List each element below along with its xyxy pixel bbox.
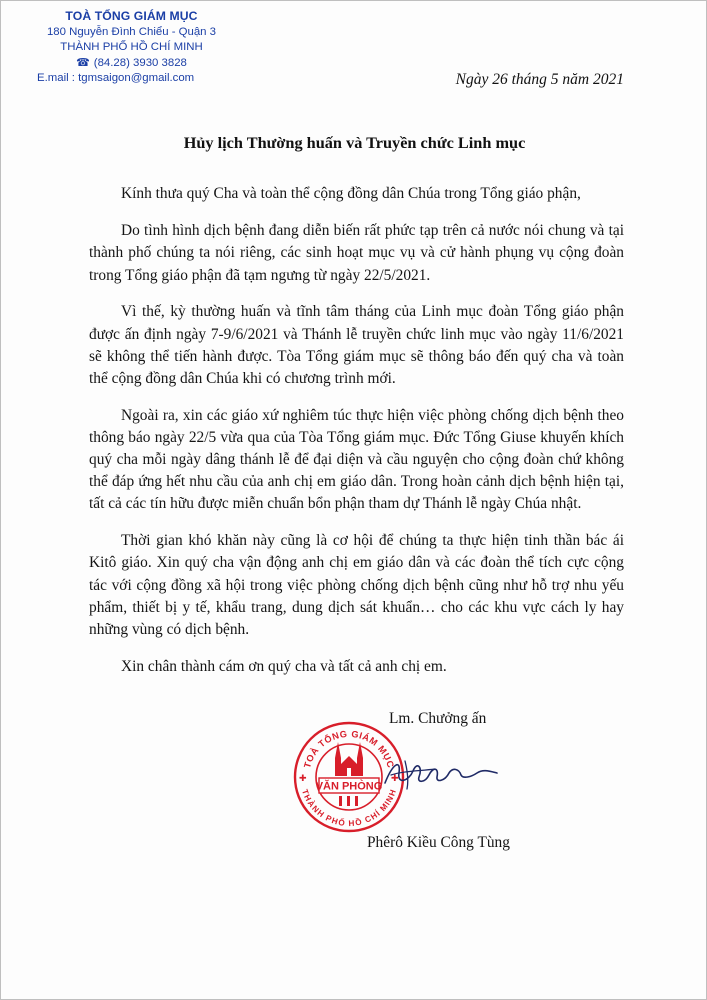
seal-center-text: VĂN PHÒNG [315, 780, 383, 793]
cathedral-icon [335, 742, 363, 776]
letter-title: Hủy lịch Thường huấn và Truyền chức Linh mục [183, 133, 526, 152]
signatory-name: Phêrô Kiều Công Tùng [367, 834, 510, 851]
svg-text:THÀNH PHỐ HỒ CHÍ MINH [300, 788, 397, 828]
seal-top-text: TOÀ TỔNG GIÁM MỤC [302, 728, 396, 770]
org-name: TOÀ TỔNG GIÁM MỤC [65, 9, 198, 23]
letter-date: Ngày 26 tháng 5 năm 2021 [455, 71, 624, 88]
paragraph: Thời gian khó khăn này cũng là cơ hội để chúng ta thực hiện tinh thần bác ái Kitô giáo. Xin quý cha vận động anh chị em giáo dân và các đoàn thể tích cực cộng tác với cộng đồng xã hội trong việc phòng chống dịch bệnh cũng như hỗ trợ nhu yếu phẩm, thiết bị y tế, khẩu trang, dung dịch sát khuẩn… cho các khu vực cách ly hay những vùng có dịch bệnh. [89, 532, 624, 638]
closing-paragraph: Xin chân thành cám ơn quý cha và tất cả anh chị em. [121, 657, 447, 675]
paragraph: Do tình hình dịch bệnh đang diễn biến rất phức tạp trên cả nước nói chung và tại thành phố chúng ta nói riêng, các sinh hoạt mục vụ và cử hành phụng vụ cộng đoàn trong Tổng giáo phận đã tạm ngưng từ ngày 22/5/2021. [89, 222, 624, 284]
paragraph: Ngoài ra, xin các giáo xứ nghiêm túc thực hiện việc phòng chống dịch bệnh theo thông báo ngày 22/5 vừa qua của Tòa Tổng giám mục. Đức Tổng Giuse khuyến khích quý cha mỗi ngày dâng thánh lễ để đại diện và cầu nguyện cho cộng đoàn chứ không thể đáp ứng hết nhu cầu của anh chị em giáo dân. Trong hoàn cảnh dịch bệnh hiện tại, tất cả các tín hữu được miễn chuẩn bổn phận tham dự Thánh lễ ngày Chúa nhật. [89, 406, 624, 513]
svg-text:✚: ✚ [391, 774, 399, 784]
handwritten-signature [379, 753, 501, 793]
paragraph: Vì thế, kỳ thường huấn và tĩnh tâm tháng của Linh mục đoàn Tổng giáo phận được ấn định ngày 7-9/6/2021 và Thánh lễ truyền chức linh mục vào ngày 11/6/2021 sẽ không thể tiến hành được. Tòa Tổng giám mục sẽ thông báo đến quý cha và toàn thể cộng đồng dân Chúa khi có chương trình mới. [89, 303, 624, 387]
org-phone-line [29, 56, 234, 72]
seal-bottom-text: THÀNH PHỐ HỒ CHÍ MINH [300, 788, 398, 828]
org-email: E.mail : tgmsaigon@gmail.com [37, 72, 195, 84]
phone-icon: ☎ [76, 56, 90, 69]
letterhead [29, 9, 234, 87]
org-city: THÀNH PHỐ HỒ CHÍ MINH [60, 41, 203, 53]
signatory-title: Lm. Chưởng ấn [389, 710, 487, 727]
org-phone: (84.28) 3930 3828 [93, 56, 187, 69]
letter-body [89, 183, 624, 692]
org-address: 180 Nguyễn Đình Chiểu - Quận 3 [46, 25, 217, 38]
svg-text:✚: ✚ [299, 774, 307, 784]
salutation: Kính thưa quý Cha và toàn thể cộng đồng dân Chúa trong Tổng giáo phận, [121, 185, 581, 202]
